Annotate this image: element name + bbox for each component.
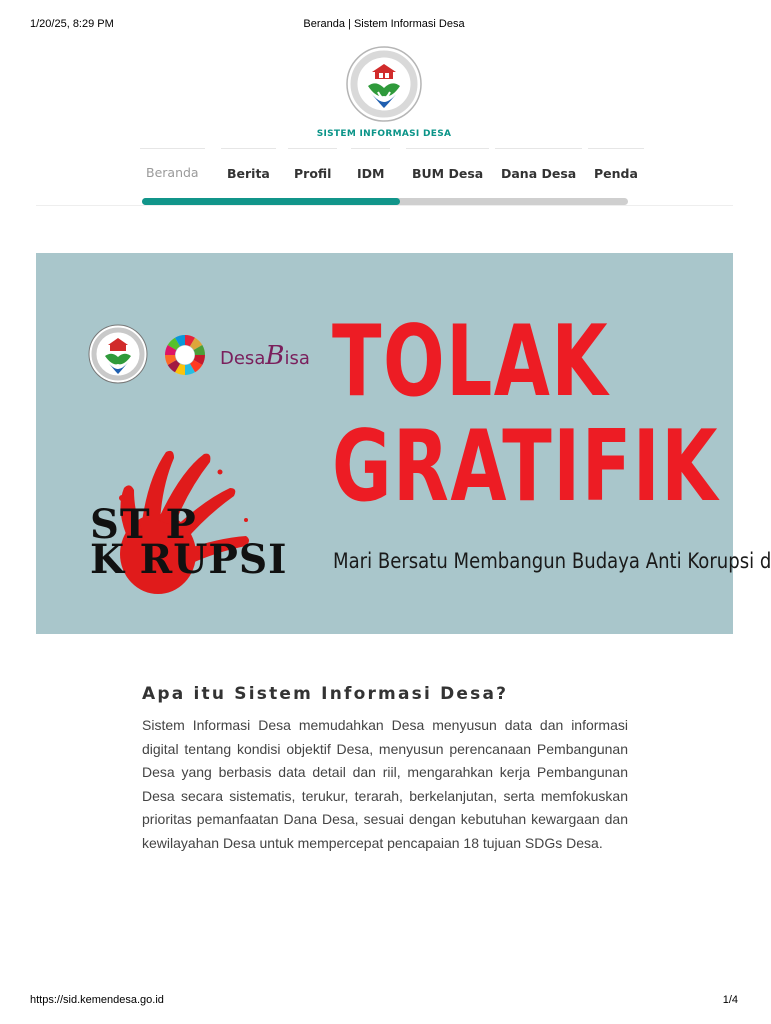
site-name: SISTEM INFORMASI DESA: [316, 129, 452, 139]
banner-tagline: Mari Bersatu Membangun Budaya Anti Korupsi d: [333, 549, 771, 573]
nav-scrollbar[interactable]: [142, 198, 628, 205]
article-body: Sistem Informasi Desa memudahkan Desa menyusun data dan informasi digital tentang kondisi objektif Desa, menyusun perencanaan Pembangunan Desa yang berbasis data detail dan riil, mengarahkan kerja Pembangunan Desa secara sistematis, terukur, terarah, berkelanjutan, serta memfokuskan prioritas pemanfaatan Dana Desa, sesuai dengan kebutuhan kewargaan dan kewilayahan Desa untuk mempercepat pencapaian 18 tujuan SDGs Desa.: [142, 717, 628, 851]
nav-scrollbar-thumb[interactable]: [142, 198, 400, 205]
nav-item-pendapatan[interactable]: Penda: [594, 148, 638, 184]
main-nav: [142, 148, 638, 184]
nav-item-bum-desa[interactable]: BUM Desa: [412, 148, 483, 184]
korupsi-text: K RUPSI: [90, 536, 288, 583]
article-title: Apa itu Sistem Informasi Desa?: [142, 684, 509, 704]
stop-text: ST P: [90, 501, 197, 548]
kemendesa-logo[interactable]: [346, 46, 422, 122]
print-page-number: 1/4: [722, 994, 738, 1006]
nav-item-profil[interactable]: Profil: [294, 148, 331, 184]
desabisa-logo: DesaBisa: [220, 341, 310, 371]
banner-title-line1: TOLAK: [332, 305, 610, 419]
nav-item-idm[interactable]: IDM: [357, 148, 384, 184]
nav-divider: [36, 205, 733, 206]
nav-item-dana-desa[interactable]: Dana Desa: [501, 148, 576, 184]
nav-item-berita[interactable]: Berita: [227, 148, 270, 184]
kemendesa-logo: [88, 323, 148, 385]
print-url: https://sid.kemendesa.go.id: [30, 994, 164, 1006]
banner-title-line2: GRATIFIK: [332, 410, 719, 524]
print-page-title: Beranda | Sistem Informasi Desa: [303, 18, 465, 30]
hero-banner[interactable]: [36, 253, 771, 634]
print-datetime: 1/20/25, 8:29 PM: [30, 18, 114, 30]
sdgs-wheel-icon: [163, 333, 207, 377]
nav-item-beranda[interactable]: Beranda: [146, 148, 199, 184]
